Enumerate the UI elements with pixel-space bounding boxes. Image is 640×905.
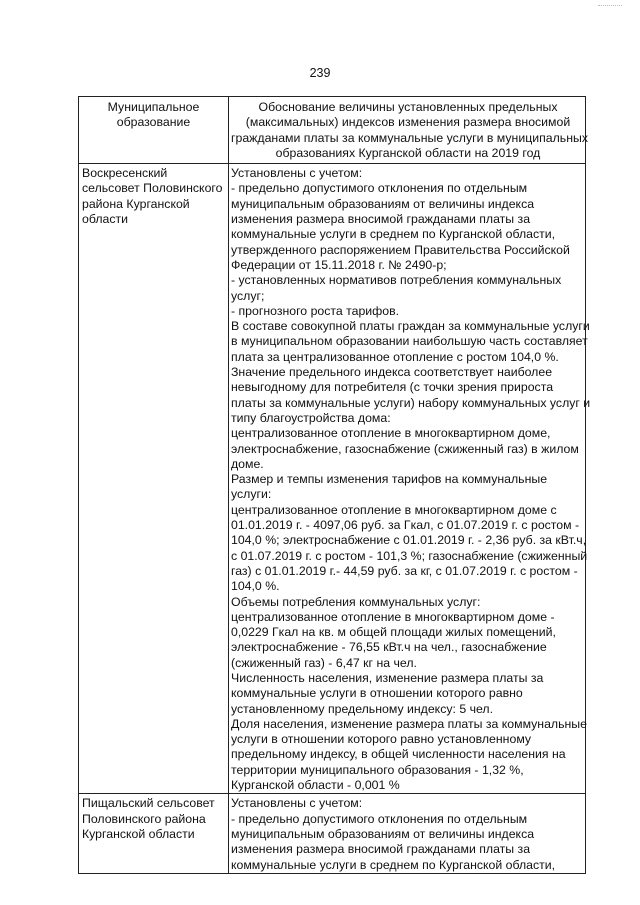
justification-cell bbox=[229, 794, 586, 873]
text-line: установленному предельному индексу: 5 чел. bbox=[231, 701, 494, 716]
text-line: в муниципальном образовании наибольшую часть составляет bbox=[231, 334, 588, 349]
text-line: с 01.07.2019 г. с ростом - 101,3 %; газоснабжение (сжиженный bbox=[231, 548, 588, 563]
table-header-row bbox=[79, 97, 586, 164]
text-line: Доля населения, изменение размера платы за коммунальные bbox=[231, 716, 587, 731]
municipality-line: Половинского района bbox=[82, 811, 206, 826]
header-line: Муниципальное bbox=[107, 100, 200, 114]
text-line: электроснабжение - 76,55 кВт.ч на чел., газоснабжение bbox=[231, 640, 547, 655]
header-line: (максимальных) индексов изменения размера вносимой bbox=[245, 115, 571, 130]
text-line: изменения размера вносимой гражданами платы за bbox=[231, 842, 531, 857]
text-line: (сжиженный газ) - 6,47 кг на чел. bbox=[231, 655, 417, 670]
text-line: 104,0 %; электроснабжение с 01.01.2019 г. - 2,36 руб. за кВт.ч, bbox=[231, 533, 587, 548]
text-line: утвержденного распоряжением Правительства Российской bbox=[231, 242, 570, 257]
municipality-lines bbox=[79, 164, 228, 227]
text-line: 0,0229 Гкал на кв. м общей площади жилых помещений, bbox=[231, 625, 556, 640]
text-line: типу благоустройства дома: bbox=[231, 410, 391, 425]
text-line: Значение предельного индекса соответствует наиболее bbox=[231, 365, 553, 380]
page-number: 239 bbox=[309, 66, 331, 80]
municipality-cell bbox=[79, 794, 229, 873]
text-line: централизованное отопление в многоквартирном доме с bbox=[231, 502, 557, 517]
text-line: услуги: bbox=[231, 487, 272, 502]
table-row bbox=[79, 794, 586, 873]
text-line: территории муниципального образования - 1,32 %, bbox=[231, 762, 524, 777]
text-line: - предельно допустимого отклонения по отдельным bbox=[231, 181, 528, 196]
table-row bbox=[79, 164, 586, 794]
text-line: плата за централизованное отопление с ростом 104,0 %. bbox=[231, 349, 559, 364]
municipality-line: области bbox=[82, 212, 128, 227]
text-line: муниципальным образованиям от величины индекса bbox=[231, 196, 535, 211]
municipality-line: Курганской области bbox=[82, 826, 195, 841]
header-justification bbox=[229, 97, 586, 164]
municipality-line: Пищальский сельсовет bbox=[82, 796, 215, 811]
text-line: изменения размера вносимой гражданами платы за bbox=[231, 212, 531, 227]
text-line: - прогнозного роста тарифов. bbox=[231, 303, 400, 318]
text-line: газ) с 01.01.2019 г.- 44,59 руб. за кг, с 01.07.2019 г. с ростом - bbox=[231, 563, 578, 578]
text-line: коммунальные услуги в отношении которого равно bbox=[231, 686, 523, 701]
municipality-line: сельсовет Половинского bbox=[82, 181, 223, 196]
text-line: Федерации от 15.11.2018 г. № 2490-р; bbox=[231, 257, 447, 272]
text-line: муниципальным образованиям от величины индекса bbox=[231, 826, 535, 841]
text-line: предельному индексу, в общей численности населения на bbox=[231, 747, 566, 762]
text-line: Размер и темпы изменения тарифов на коммунальные bbox=[231, 472, 548, 487]
text-line: 104,0 %. bbox=[231, 579, 280, 594]
justification-lines bbox=[229, 794, 585, 872]
justification-lines bbox=[229, 164, 591, 793]
text-line: Объемы потребления коммунальных услуг: bbox=[231, 594, 481, 609]
indices-table bbox=[78, 96, 591, 874]
municipality-cell bbox=[79, 164, 229, 794]
text-line: 01.01.2019 г. - 4097,06 руб. за Гкал, с 01.07.2019 г. с ростом - bbox=[231, 518, 580, 533]
text-line: невыгодному для потребителя (с точки зрения прироста bbox=[231, 380, 554, 395]
header-line: образование bbox=[116, 115, 191, 130]
text-line: Установлены с учетом: bbox=[231, 796, 363, 811]
text-line: коммунальные услуги в среднем по Курганской области, bbox=[231, 227, 556, 242]
municipality-line: района Курганской bbox=[82, 196, 190, 211]
text-line: централизованное отопление в многоквартирном доме, bbox=[231, 426, 551, 441]
text-line: - предельно допустимого отклонения по отдельным bbox=[231, 811, 528, 826]
header-line: гражданами платы за коммунальные услуги в муниципальных bbox=[231, 130, 588, 145]
text-line: - установленных нормативов потребления коммунальных bbox=[231, 273, 562, 288]
text-line: В составе совокупной платы граждан за коммунальные услуги bbox=[231, 319, 590, 334]
text-line: платы за коммунальные услуги) набору коммунальных услуг и bbox=[231, 395, 591, 410]
justification-cell bbox=[229, 164, 591, 794]
header-line: образованиях Курганской области на 2019 год bbox=[275, 145, 541, 160]
text-line: Численность населения, изменение размера платы за bbox=[231, 670, 544, 685]
text-line: Курганской области - 0,001 % bbox=[231, 778, 400, 793]
text-line: электроснабжение, газоснабжение (сжиженный газ) в жилом bbox=[231, 441, 579, 456]
text-line: коммунальные услуги в среднем по Курганской области, bbox=[231, 857, 556, 872]
municipality-lines bbox=[79, 794, 228, 842]
text-line: централизованное отопление в многоквартирном доме - bbox=[231, 609, 555, 624]
text-line: Установлены с учетом: bbox=[231, 166, 363, 181]
header-line: Обоснование величины установленных предельных bbox=[258, 100, 558, 114]
text-line: услуг; bbox=[231, 288, 265, 303]
text-line: услуги в отношении которого равно установленному bbox=[231, 732, 532, 747]
text-line: доме. bbox=[231, 456, 264, 471]
scan-artifact bbox=[598, 5, 622, 7]
header-municipality bbox=[79, 97, 229, 164]
municipality-line: Воскресенский bbox=[82, 166, 168, 181]
